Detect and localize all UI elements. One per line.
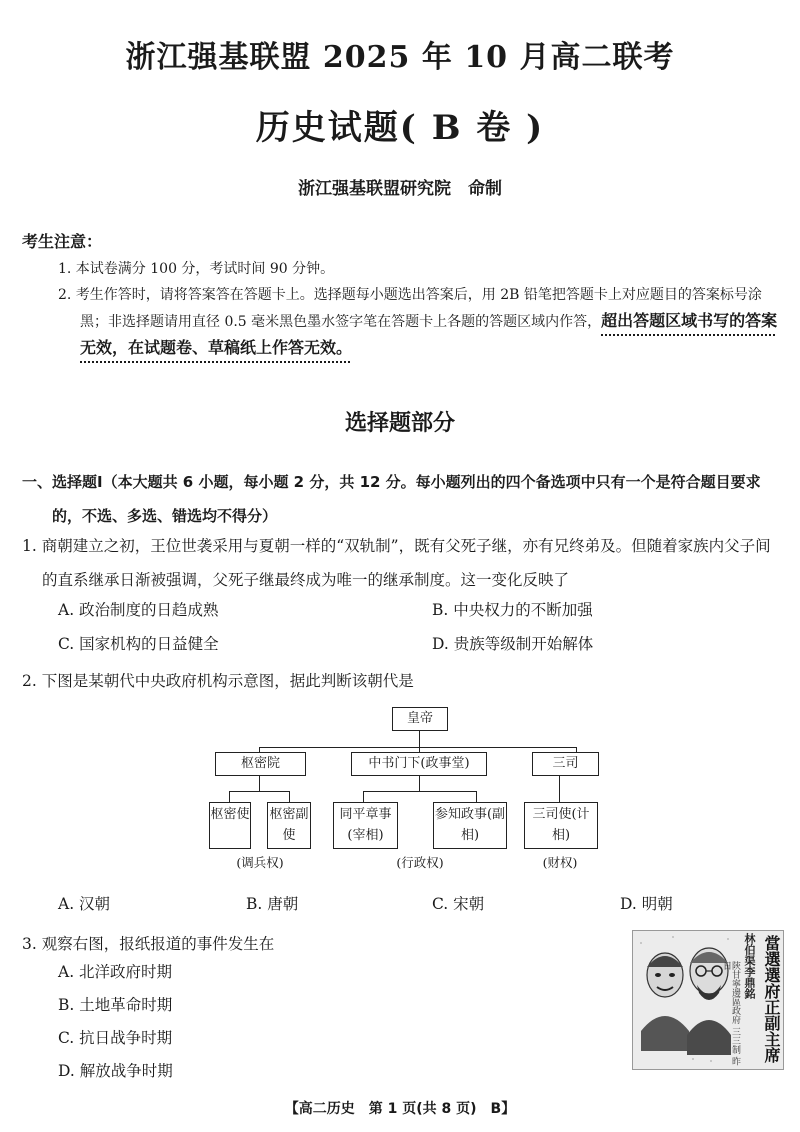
node-vice-chancellor: 参知政事(副相) <box>433 802 507 849</box>
notice-item-2 <box>58 282 778 362</box>
newspaper-subtext: 陝甘寧邊區政府 三三制 昨日 <box>721 961 740 1066</box>
connector-line <box>419 775 420 791</box>
q2-option-d: D. 明朝 <box>620 895 673 913</box>
q1-option-d: D. 贵族等级制开始解体 <box>432 635 594 653</box>
exam-title: 浙江强基联盟 2025 年 10 月高二联考 <box>125 40 675 75</box>
q3-option-c: C. 抗日战争时期 <box>58 1029 173 1047</box>
connector-line <box>259 747 576 748</box>
q3-option-a: A. 北洋政府时期 <box>58 963 173 981</box>
node-finance-commissioner: 三司使(计相) <box>524 802 598 849</box>
node-three-offices: 三司 <box>532 752 599 776</box>
page-footer: 【高二历史 第 1 页(共 8 页) B】 <box>284 1101 516 1117</box>
notice-heading: 考生注意： <box>22 232 103 251</box>
subject-title: 历史试题( B 卷 ) <box>255 108 545 148</box>
section-title: 选择题部分 <box>344 411 455 436</box>
newspaper-headline: 當選選府正副主席 <box>762 935 781 1063</box>
newspaper-names: 林伯渠李鼎銘 <box>743 933 756 999</box>
q1-option-c: C. 国家机构的日益健全 <box>58 635 219 653</box>
connector-line <box>229 791 230 802</box>
node-privy-commissioner: 枢密使 <box>209 802 251 849</box>
scope-finance: (财权) <box>542 855 578 870</box>
q1-option-a: A. 政治制度的日趋成熟 <box>58 601 219 619</box>
q3-option-b: B. 土地革命时期 <box>58 996 173 1014</box>
q1-option-b: B. 中央权力的不断加强 <box>432 601 593 619</box>
node-secretariat: 中书门下(政事堂) <box>351 752 487 776</box>
q2-option-a: A. 汉朝 <box>58 895 111 913</box>
connector-line <box>259 775 260 791</box>
scope-administration: (行政权) <box>396 855 444 870</box>
part-heading <box>22 465 782 533</box>
connector-line <box>229 791 289 792</box>
connector-line <box>289 791 290 802</box>
q2-option-c: C. 宋朝 <box>432 895 485 913</box>
q3-option-d: D. 解放战争时期 <box>58 1062 173 1080</box>
connector-line <box>476 791 477 802</box>
notice-item-1: 1. 本试卷满分 100 分，考试时间 90 分钟。 <box>58 261 335 277</box>
question-1 <box>22 529 784 597</box>
node-privy-vice: 枢密副使 <box>267 802 311 849</box>
scope-military: (调兵权) <box>236 855 284 870</box>
connector-line <box>363 791 476 792</box>
node-privy-council: 枢密院 <box>215 752 306 776</box>
notice-emphasis: 超出答题区域书写的答案无效，在试题卷、草稿纸上作答无效。 <box>80 311 778 357</box>
connector-line <box>419 729 420 747</box>
node-emperor: 皇帝 <box>392 707 448 731</box>
q2-option-b: B. 唐朝 <box>246 895 299 913</box>
newspaper-clipping <box>632 930 784 1070</box>
connector-line <box>559 775 560 802</box>
government-structure-diagram <box>200 700 610 880</box>
connector-line <box>363 791 364 802</box>
question-2-stem: 2. 下图是某朝代中央政府机构示意图，据此判断该朝代是 <box>22 672 414 690</box>
question-3-stem: 3. 观察右图，报纸报道的事件发生在 <box>22 935 275 953</box>
author-line: 浙江强基联盟研究院 命制 <box>298 179 502 199</box>
question-1-stem: 1. 商朝建立之初，王位世袭采用与夏朝一样的“双轨制”，既有父死子继，亦有兄终弟及。但随着家族内父子间的直系继承日渐被强调，父死子继最终成为唯一的继承制度。这一变化反映了 <box>22 537 771 589</box>
part-heading-text: 一、选择题Ⅰ（本大题共 6 小题，每小题 2 分，共 12 分。每小题列出的四个备选项中只有一个是符合题目要求的，不选、多选、错选均不得分） <box>22 473 761 525</box>
notice-item-2-text: 2. 考生作答时，请将答案答在答题卡上。选择题每小题选出答案后，用 2B 铅笔把答题卡上对应题目的答案标号涂黑；非选择题请用直径 0.5 毫米黑色墨水签字笔在答题卡上各题的答题区域内作答， <box>58 287 762 330</box>
node-chancellor: 同平章事(宰相) <box>333 802 398 849</box>
